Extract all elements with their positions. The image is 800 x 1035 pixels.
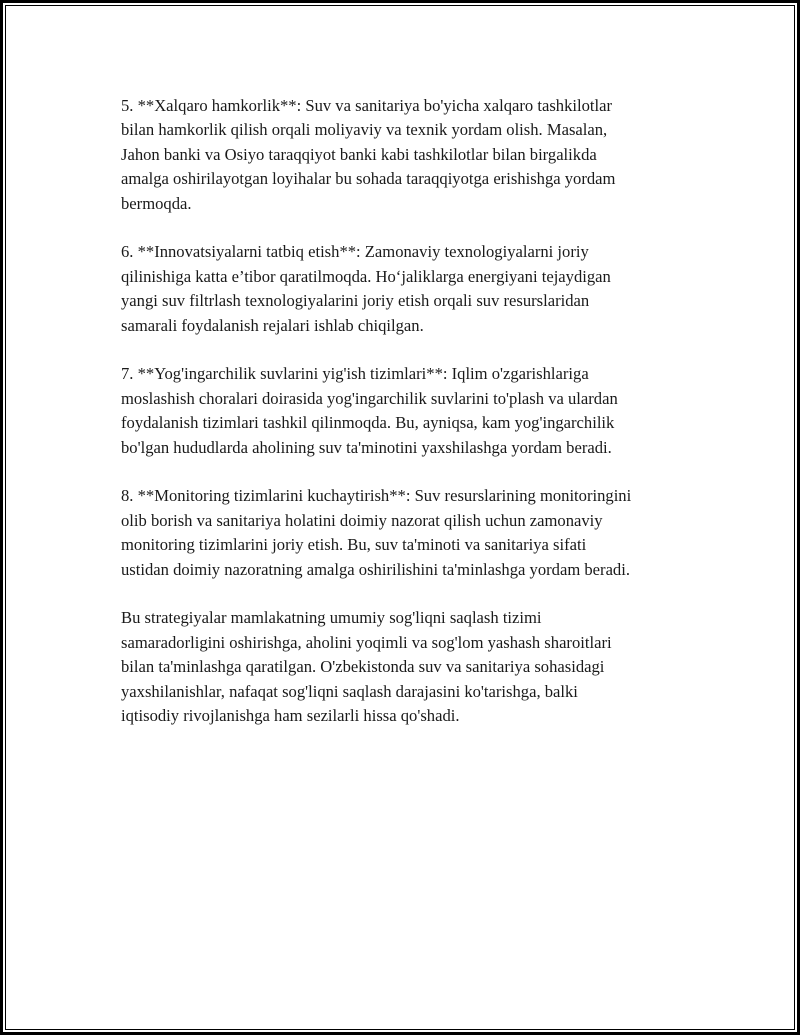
paragraph-international-cooperation xyxy=(121,94,721,216)
paragraph-conclusion xyxy=(121,606,721,728)
text-line: 6. **Innovatsiyalarni tatbiq etish**: Zamonaviy texnologiyalarni joriy xyxy=(121,242,589,262)
text-line: iqtisodiy rivojlanishga ham sezilarli hissa qo'shadi. xyxy=(121,706,460,726)
text-line: bilan hamkorlik qilish orqali moliyaviy va texnik yordam olish. Masalan, xyxy=(121,120,608,140)
text-line: amalga oshirilayotgan loyihalar bu sohada taraqqiyotga erishishga yordam xyxy=(121,169,616,189)
text-line: 8. **Monitoring tizimlarini kuchaytirish**: Suv resurslarining monitoringini xyxy=(121,486,632,506)
text-line: bermoqda. xyxy=(121,193,192,213)
paragraph-innovations xyxy=(121,240,721,338)
text-line: samaradorligini oshirishga, aholini yoqimli va sog'lom yashash sharoitlari xyxy=(121,632,612,652)
text-line: qilinishiga katta e’tibor qaratilmoqda. Ho‘jaliklarga energiyani tejaydigan xyxy=(121,266,611,286)
text-line: Bu strategiyalar mamlakatning umumiy sog'liqni saqlash tizimi xyxy=(121,608,542,628)
text-line: yangi suv filtrlash texnologiyalarini joriy etish orqali suv resurslaridan xyxy=(121,291,590,311)
document-body xyxy=(121,94,721,753)
paragraph-rainwater-harvesting xyxy=(121,362,721,460)
text-line: 7. **Yog'ingarchilik suvlarini yig'ish tizimlari**: Iqlim o'zgarishlariga xyxy=(121,364,589,384)
text-line: bilan ta'minlashga qaratilgan. O'zbekistonda suv va sanitariya sohasidagi xyxy=(121,657,605,677)
text-line: foydalanish tizimlari tashkil qilinmoqda. Bu, ayniqsa, kam yog'ingarchilik xyxy=(121,413,615,433)
text-line: moslashish choralari doirasida yog'ingarchilik suvlarini to'plash va ulardan xyxy=(121,388,618,408)
paragraph-monitoring xyxy=(121,484,721,582)
text-line: ustidan doimiy nazoratning amalga oshirilishini ta'minlashga yordam beradi. xyxy=(121,559,630,579)
text-line: olib borish va sanitariya holatini doimiy nazorat qilish uchun zamonaviy xyxy=(121,510,603,530)
text-line: Jahon banki va Osiyo taraqqiyot banki kabi tashkilotlar bilan birgalikda xyxy=(121,144,597,164)
text-line: bo'lgan hududlarda aholining suv ta'minotini yaxshilashga yordam beradi. xyxy=(121,437,612,457)
text-line: monitoring tizimlarini joriy etish. Bu, suv ta'minoti va sanitariya sifati xyxy=(121,535,587,555)
text-line: samarali foydalanish rejalari ishlab chiqilgan. xyxy=(121,315,424,335)
text-line: yaxshilanishlar, nafaqat sog'liqni saqlash darajasini ko'tarishga, balki xyxy=(121,681,578,701)
text-line: 5. **Xalqaro hamkorlik**: Suv va sanitariya bo'yicha xalqaro tashkilotlar xyxy=(121,96,612,115)
